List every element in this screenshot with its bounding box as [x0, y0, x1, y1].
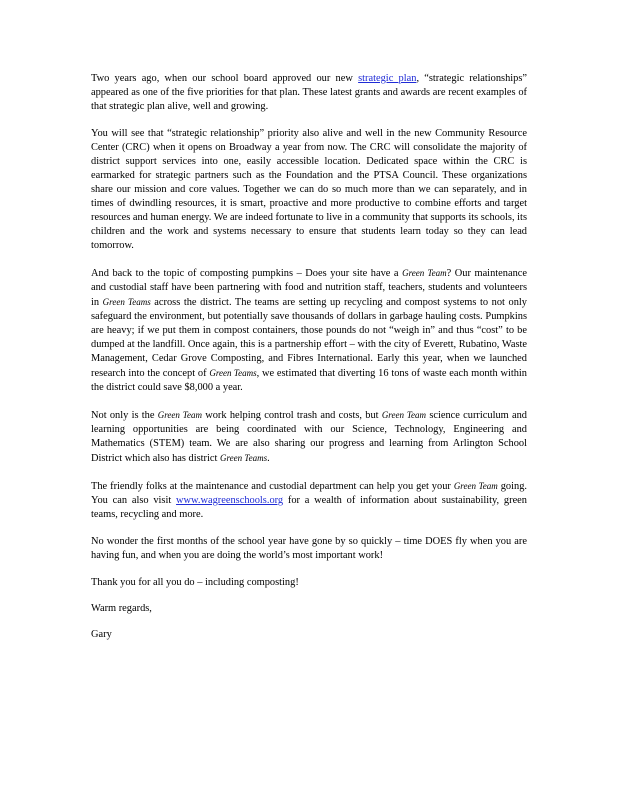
green-team-term: Green Team [157, 410, 202, 420]
paragraph-thank-you: Thank you for all you do – including composting! [91, 577, 299, 588]
green-team-term: Green Teams [209, 368, 257, 378]
paragraph-crc: You will see that “strategic relationship” priority also alive and well in the new Community Resource Center (CRC) when it opens on Broadway a year from now. The CRC will consolidate the majority of district support services into one, easily accessible location. Dedicated space within the CRC is earmarked for strategic partners such as the Foundation and the PTSA Council. These organizations share our mission and core values. Together we can do so much more than we can separately, and in times of dwindling resources, it is smart, proactive and more productive to combine efforts and target resources and human energy. We are indeed fortunate to live in a community that supports its schools, its children and the work and systems necessary to ensure that students learn today so they can lead tomorrow. [91, 128, 527, 251]
text: across the district. The teams are setting up recycling and compost systems to not only safeguard the environment, but potentially save thousands of dollars in garbage hauling costs. Pumpkins are heavy; if we put them in compost containers, those pounds do not “weigh in” and thus “cost” to be dumped at the landfill. Once again, this is a partnership effort – with the city of Everett, Rubatino, Waste Management, Cedar Grove Composting, and Fibres International. Early this year, when we launched research into the concept of [91, 297, 527, 379]
wagreenschools-link[interactable]: www.wagreenschools.org [176, 495, 284, 506]
text: Not only is the [91, 410, 158, 421]
green-team-term: Green Teams [102, 297, 151, 307]
paragraph-strategic-plan [91, 72, 527, 114]
text: going. You can also visit [91, 481, 527, 506]
signature: Gary [91, 629, 112, 640]
text: ? Our maintenance and custodial staff have been partnering with food and nutrition staff, teachers, students and volunteers in [91, 268, 527, 308]
text: for a wealth of information about sustainability, green teams, recycling and more. [91, 495, 527, 520]
green-team-term: Green Team [453, 481, 498, 491]
text: work helping control trash and costs, but [201, 410, 382, 421]
green-team-term: Green Team [381, 410, 427, 420]
text: Two years ago, when our school board approved our new [91, 73, 359, 84]
green-team-term: Green Team [402, 268, 447, 278]
text: , we estimated that diverting 16 tons of waste each month within the district could save $8,000 a year. [91, 368, 528, 393]
text: , “strategic relationships” appeared as one of the five priorities for that plan. These latest grants and awards are recent examples of that strategic plan alive, well and growing. [91, 73, 528, 112]
paragraph-composting [91, 266, 527, 395]
green-team-term: Green Teams [220, 453, 268, 463]
text: The friendly folks at the maintenance and custodial department can help you get your [91, 481, 454, 492]
strategic-plan-link[interactable]: strategic plan [358, 73, 417, 84]
paragraph-no-wonder: No wonder the first months of the school year have gone by so quickly – time DOES fly when you are having fun, and when you are doing the world’s most important work! [91, 536, 527, 561]
text: . [267, 453, 270, 464]
letter-body [91, 72, 527, 655]
paragraph-maintenance [91, 479, 527, 522]
text: And back to the topic of composting pumpkins – Does your site have a [91, 268, 403, 279]
closing: Warm regards, [91, 603, 152, 614]
paragraph-stem [91, 408, 527, 466]
text: science curriculum and learning opportunities are being coordinated with our Science, Technology, Engineering and Mathematics (STEM) team. We are also sharing our progress and learning from Arlington School District which also has district [91, 410, 527, 464]
